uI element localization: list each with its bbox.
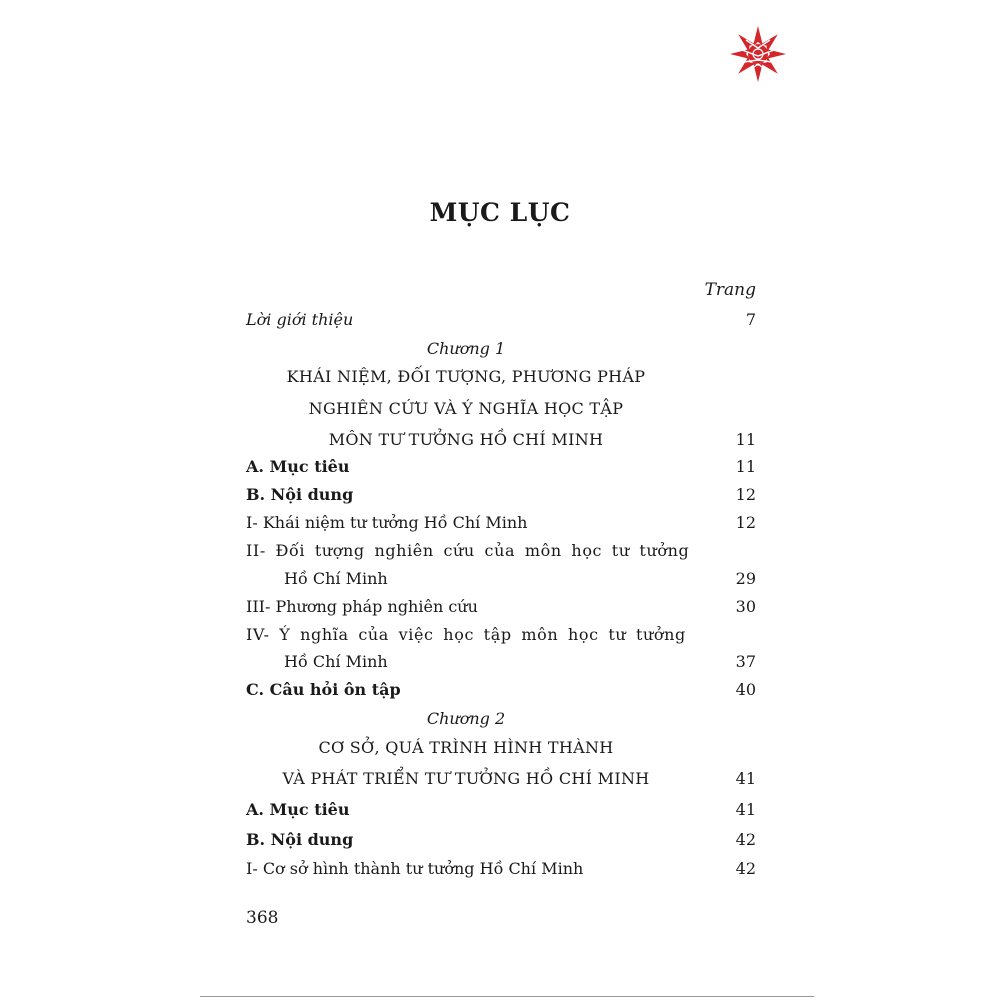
toc-entry-page: 42 bbox=[735, 830, 756, 849]
chapter-title-line bbox=[246, 427, 756, 453]
bottom-divider bbox=[200, 996, 814, 997]
toc-entry bbox=[246, 482, 756, 508]
toc-entry-text: Chương 2 bbox=[426, 709, 506, 728]
toc-entry-text: III- Phương pháp nghiên cứu bbox=[246, 597, 478, 616]
toc-entry bbox=[246, 856, 756, 882]
toc-entry-page: 11 bbox=[735, 430, 756, 449]
toc-entry bbox=[246, 566, 756, 592]
page-title: MỤC LỤC bbox=[429, 198, 571, 227]
toc-entry-text: VÀ PHÁT TRIỂN TƯ TƯỞNG HỒ CHÍ MINH bbox=[282, 769, 650, 788]
chapter-title-line bbox=[246, 396, 756, 422]
toc-entry-text: A. Mục tiêu bbox=[246, 800, 350, 819]
toc-entry-text: Chương 1 bbox=[426, 339, 506, 358]
toc-entry-text: IV- Ý nghĩa của việc học tập môn học tư tưởng bbox=[246, 625, 686, 644]
toc-entry-page: 12 bbox=[735, 485, 756, 504]
toc-entry-text: B. Nội dung bbox=[246, 830, 354, 849]
toc-entry-text: Hồ Chí Minh bbox=[284, 569, 388, 588]
chapter-label bbox=[246, 706, 756, 732]
publisher-logo-icon bbox=[728, 24, 788, 84]
toc-entry bbox=[246, 649, 756, 675]
chapter-title-line bbox=[246, 735, 756, 761]
toc-entry-text: Hồ Chí Minh bbox=[284, 652, 388, 671]
toc-entry-page: 29 bbox=[735, 569, 756, 588]
toc-entry bbox=[246, 797, 756, 823]
chapter-title-line bbox=[246, 364, 756, 390]
toc-entry-page: 41 bbox=[735, 800, 756, 819]
toc-entry-text: B. Nội dung bbox=[246, 485, 354, 504]
toc-entry bbox=[246, 594, 756, 620]
toc-entry-text: I- Cơ sở hình thành tư tưởng Hồ Chí Minh bbox=[246, 859, 584, 878]
toc-entry bbox=[246, 454, 756, 480]
toc-entry bbox=[246, 538, 756, 564]
toc-entry-page: 42 bbox=[735, 859, 756, 878]
toc-entry bbox=[246, 827, 756, 853]
toc-entry-page: 30 bbox=[735, 597, 756, 616]
toc-entry-page: 12 bbox=[735, 513, 756, 532]
toc-entry-page: 7 bbox=[745, 310, 756, 329]
toc-entry bbox=[246, 307, 756, 333]
chapter-title-line bbox=[246, 766, 756, 792]
toc-entry-page: 41 bbox=[735, 769, 756, 788]
toc-entry-page: 37 bbox=[735, 652, 756, 671]
chapter-label bbox=[246, 336, 756, 362]
toc-entry-text: MÔN TƯ TƯỞNG HỒ CHÍ MINH bbox=[328, 430, 604, 449]
page-column-label: Trang bbox=[704, 280, 756, 300]
toc-entry-text: C. Câu hỏi ôn tập bbox=[246, 680, 401, 699]
toc-entry bbox=[246, 622, 756, 648]
toc-entry-text: Lời giới thiệu bbox=[246, 310, 354, 329]
toc-entry bbox=[246, 510, 756, 536]
toc-entry-page: 40 bbox=[735, 680, 756, 699]
toc-entry-text: I- Khái niệm tư tưởng Hồ Chí Minh bbox=[246, 513, 528, 532]
toc-entry-text: CƠ SỞ, QUÁ TRÌNH HÌNH THÀNH bbox=[318, 738, 614, 757]
footer-page-number: 368 bbox=[246, 908, 279, 928]
toc-entry-text: NGHIÊN CỨU VÀ Ý NGHĨA HỌC TẬP bbox=[308, 399, 624, 418]
toc-entry bbox=[246, 677, 756, 703]
toc-entry-text: KHÁI NIỆM, ĐỐI TƯỢNG, PHƯƠNG PHÁP bbox=[286, 367, 646, 386]
toc-entry-text: A. Mục tiêu bbox=[246, 457, 350, 476]
toc-entry-page: 11 bbox=[735, 457, 756, 476]
toc-entry-text: II- Đối tượng nghiên cứu của môn học tư tưởng bbox=[246, 541, 690, 560]
